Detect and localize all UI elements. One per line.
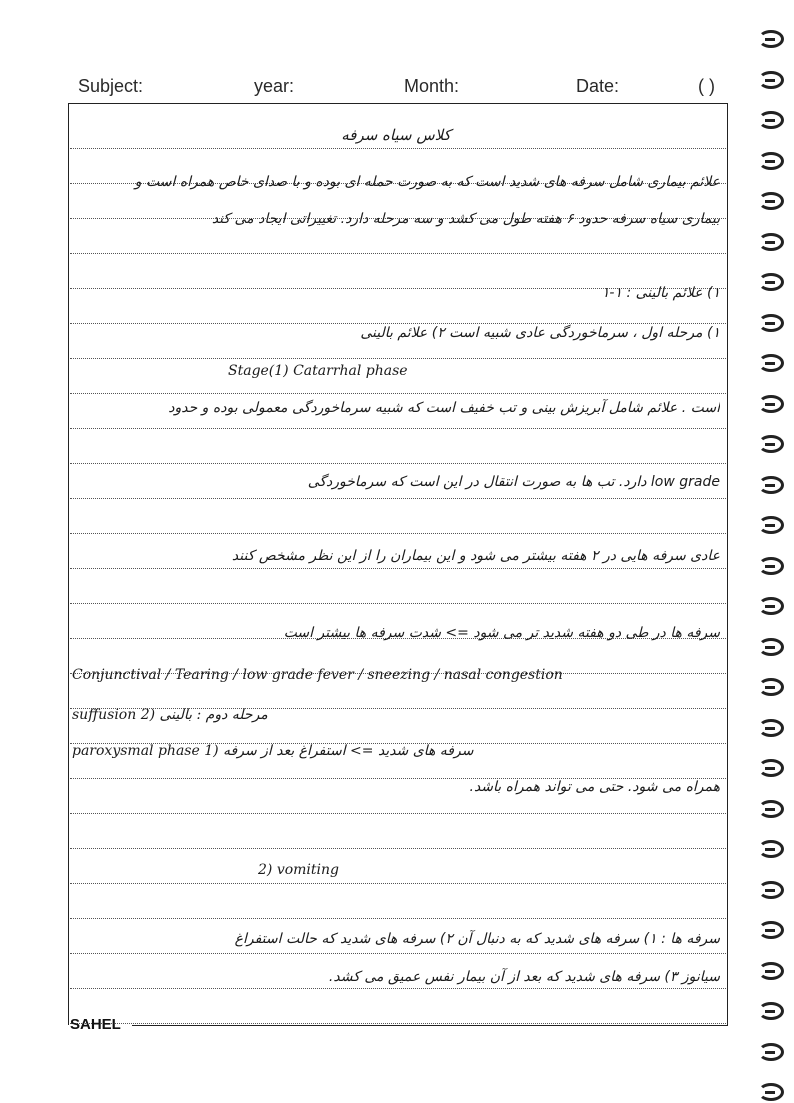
spiral-ring-icon (758, 1002, 784, 1020)
ruled-line (70, 428, 726, 429)
spiral-ring-icon (758, 719, 784, 737)
spiral-ring-icon (758, 1083, 784, 1101)
spiral-ring-icon (758, 678, 784, 696)
spiral-ring-icon (758, 962, 784, 980)
spiral-ring-icon (758, 476, 784, 494)
spiral-ring-icon (758, 395, 784, 413)
spiral-ring-icon (758, 71, 784, 89)
note-line: سرفه ها در طی دو هفته شدید تر می شود => شدت سرفه ها بیشتر است (283, 625, 720, 641)
page-header (78, 76, 738, 102)
footer-line (132, 1025, 728, 1026)
note-line: Stage(1) Catarrhal phase (228, 363, 408, 379)
note-line: low grade دارد. تب ها به صورت انتقال در این است که سرماخوردگی (307, 474, 720, 490)
spiral-ring-icon (758, 800, 784, 818)
date-label: Date: (576, 76, 620, 96)
ruled-line (70, 253, 726, 254)
subject-label: Subject: (78, 76, 144, 96)
ruled-line (70, 603, 726, 604)
ruled-line (70, 1023, 726, 1024)
note-line: سرفه ها : ۱) سرفه های شدید که به دنبال آن ۲) سرفه های شدید که حالت استفراغ (234, 931, 720, 947)
note-line: Conjunctival / Tearing / low grade fever / sneezing / nasal congestion (72, 667, 563, 683)
ruled-line (70, 533, 726, 534)
spiral-ring-icon (758, 516, 784, 534)
ruled-line (70, 918, 726, 919)
spiral-ring-icon (758, 273, 784, 291)
spiral-ring-icon (758, 233, 784, 251)
note-line: paroxysmal phase 1) سرفه های شدید => استفراغ بعد از سرفه (72, 743, 474, 759)
spiral-ring-icon (758, 314, 784, 332)
year-label: year: (254, 76, 295, 96)
note-line: ۱) علائم بالینی : ۱-۱ (601, 285, 720, 301)
spiral-ring-icon (758, 921, 784, 939)
note-line: ۱) مرحله اول ، سرماخوردگی عادی شبیه است ۲) علائم بالینی (360, 325, 720, 341)
spiral-ring-icon (758, 192, 784, 210)
spiral-ring-icon (758, 435, 784, 453)
spiral-ring-icon (758, 759, 784, 777)
brand-logo: SAHEL (70, 1016, 121, 1033)
spiral-ring-icon (758, 152, 784, 170)
spiral-ring-icon (758, 1043, 784, 1061)
note-line: همراه می شود. حتی می تواند همراه باشد. (469, 779, 720, 795)
spiral-ring-icon (758, 881, 784, 899)
spiral-ring-icon (758, 354, 784, 372)
note-line: suffusion 2) مرحله دوم : بالینی (72, 707, 268, 723)
note-line: است . علائم شامل آبریزش بینی و تب خفیف است که شبیه سرماخوردگی معمولی بوده و حدود (168, 400, 720, 416)
note-line: بیماری سیاه سرفه حدود ۶ هفته طول می کشد و سه مرحله دارد. تغییراتی ایجاد می کند (211, 211, 720, 227)
note-line: 2) vomiting (258, 862, 339, 878)
spiral-ring-icon (758, 597, 784, 615)
note-line: کلاس سیاه سرفه (341, 126, 451, 144)
ruled-line (70, 848, 726, 849)
ruled-line (70, 463, 726, 464)
spiral-ring-icon (758, 30, 784, 48)
spiral-ring-icon (758, 638, 784, 656)
spiral-ring-icon (758, 840, 784, 858)
date-paren: ( ) (698, 76, 715, 96)
spiral-ring-icon (758, 111, 784, 129)
spiral-ring-icon (758, 557, 784, 575)
month-label: Month: (404, 76, 460, 96)
ruled-line (70, 813, 726, 814)
note-line: عادی سرفه هایی در ۲ هفته بیشتر می شود و این بیماران را از این نظر مشخص کنند (231, 548, 720, 564)
note-line: علائم بیماری شامل سرفه های شدید است که به صورت حمله ای بوده و با صدای خاص همراه است و (134, 174, 720, 190)
note-line: سیانوز ۳) سرفه های شدید که بعد از آن بیمار نفس عمیق می کشد. (328, 969, 720, 985)
ruled-line (70, 498, 726, 499)
